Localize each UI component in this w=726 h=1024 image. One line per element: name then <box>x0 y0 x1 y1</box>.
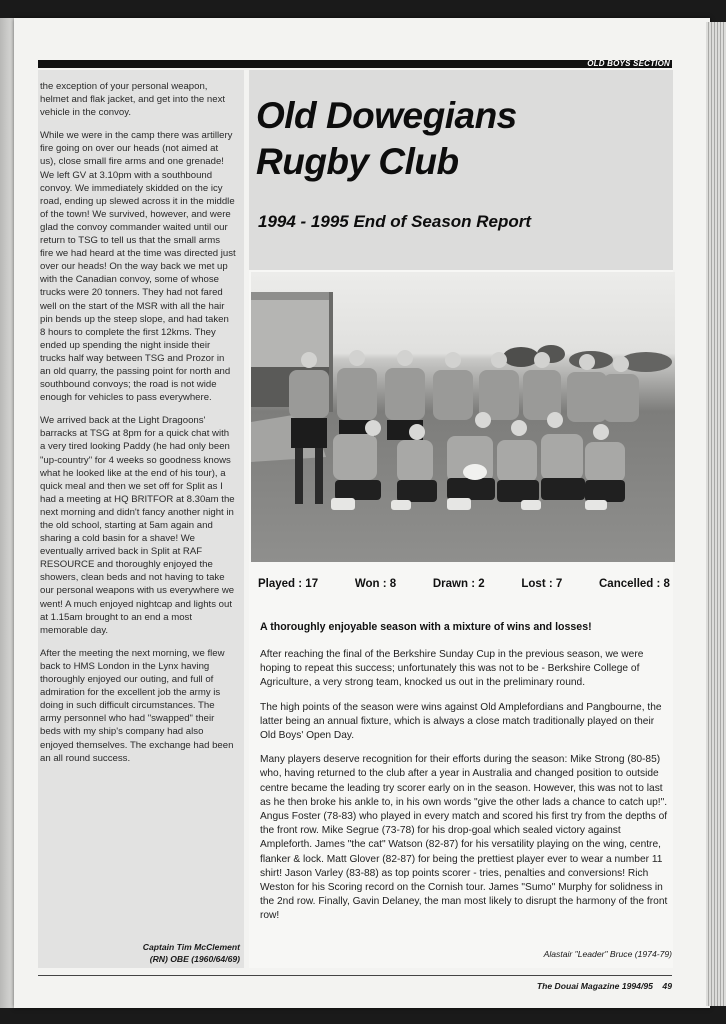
stat-lost: Lost : 7 <box>521 578 563 590</box>
team-photo-illustration <box>251 272 675 562</box>
article-body <box>260 648 672 934</box>
article-headline: A thoroughly enjoyable season with a mixture of wins and losses! <box>260 621 592 633</box>
signature-name: Captain Tim McClement <box>142 942 240 952</box>
signature-credentials: (RN) OBE (1960/64/69) <box>149 954 240 964</box>
team-photo <box>251 272 675 562</box>
stat-drawn: Drawn : 2 <box>432 578 485 590</box>
article-subtitle: 1994 - 1995 End of Season Report <box>258 212 532 231</box>
left-paragraph: While we were in the camp there was artillery fire going on over our heads (not aimed at us), close small fire arms and one grenade! We left GV at 3.10pm with a southbound convoy. We immediately skidded on the icy road, ending up slewed across it in the middle of the town! We survived, however, and were glad the convoy commander waited until our return to TSG to tell us that the small arms fire we had heard at the time was directed just over our heads! On the way back we met up with the Canadian convoy, some of whose trucks were 20 tonners. They had not fared well on the start of the MSR with all the hair pin bends up the steep slope, and had taken 8 hours to complete the first 12kms. They ended up spending the night inside their trucks half way between TSG and Prozor in an old quarry, the passing point for north and southbound convoys; the road is not wide enough for vehicles to pass everywhere. <box>40 130 236 404</box>
footer-rule <box>38 975 672 976</box>
title-line: Rugby Club <box>256 141 459 182</box>
stat-cancelled: Cancelled : 8 <box>599 578 670 590</box>
section-label: OLD BOYS SECTION <box>587 59 670 68</box>
season-stats <box>258 576 670 592</box>
article-title <box>256 93 656 185</box>
article-paragraph: After reaching the final of the Berkshire Sunday Cup in the previous season, we were hoping to repeat this success; unfortunately this was not to be - Berkshire College of Agriculture, a very strong team, knocked us out in the preliminary round. <box>260 649 644 689</box>
left-paragraph: After the meeting the next morning, we flew back to HMS London in the Lynx having thoroughly enjoyed our outing, and full of admiration for the excellent job the army is doing in such difficult circumstances. The army personnel who had "swapped" their beds with my ship's company had also enjoyed themselves. The exchange had been an all round success. <box>40 647 234 764</box>
stat-won: Won : 8 <box>354 578 397 590</box>
page-footer: The Douai Magazine 1994/95 49 <box>536 981 672 991</box>
header-rule <box>38 60 672 68</box>
left-column-text <box>40 80 236 775</box>
left-signature <box>100 941 240 965</box>
title-line: Old Dowegians <box>256 95 517 136</box>
page-stack-edge <box>706 22 726 1006</box>
article-author: Alastair "Leader" Bruce (1974-79) <box>543 949 672 959</box>
left-paragraph: We arrived back at the Light Dragoons' barracks at TSG at 8pm for a quick chat with a very tired looking Paddy (he had only been "up-country" for 4 weeks so goodness knows what he looked like at the end of his tour), a quick meal and then we set off for Split as I had a meeting at HQ BRITFOR at 8.30am the next morning and didn't fancy another night in the old school, starting at 5am again and sharing a cold basin for a shave! We eventually arrived back in Split at RAF RESOURCE and thoroughly enjoyed the showers, clean beds and not having to take our personal weapons with us everywhere we went! A much enjoyed nightcap and lights out at 1.15am brought to an end a most memorable day. <box>40 415 235 636</box>
article-paragraph: Many players deserve recognition for their efforts during the season: Mike Strong (80-85) who, having returned to the club after a year in Australia and changed position to outside centre became the leading try scorer early on in the season. However, this was not to last as he then broke his ankle to, in his own words "give the other lads a chance to catch up!". Angus Foster (78-83) who played in every match and scored his first try from the depths of the front row. Mike Segrue (73-78) for his drop-goal which sealed victory against Ampleforth. James "the cat" Watson (82-87) for his versatility playing on the wing, centre, flanker & lock. Matt Glover (82-87) for being the prettiest player ever to wear a number 11 shirt! Jason Varley (83-88) as top points scorer - tries, penalties and conversions! Rich Weston for his Scoring record on the Cornish tour. James "Sumo" Murphy for solidness in the 2nd row. Finally, Gavin Delaney, the man most likely to disrupt the harmony of the front row! <box>260 754 668 922</box>
article-paragraph: The high points of the season were wins against Old Amplefordians and Pangbourne, the latter being an annual fixture, which is always a close match traditionally played on their Old Boys' Open Day. <box>260 701 662 742</box>
left-paragraph: the exception of your personal weapon, helmet and flak jacket, and get into the next vehicle in the convoy. <box>40 81 226 119</box>
stat-played: Played : 17 <box>258 578 319 590</box>
